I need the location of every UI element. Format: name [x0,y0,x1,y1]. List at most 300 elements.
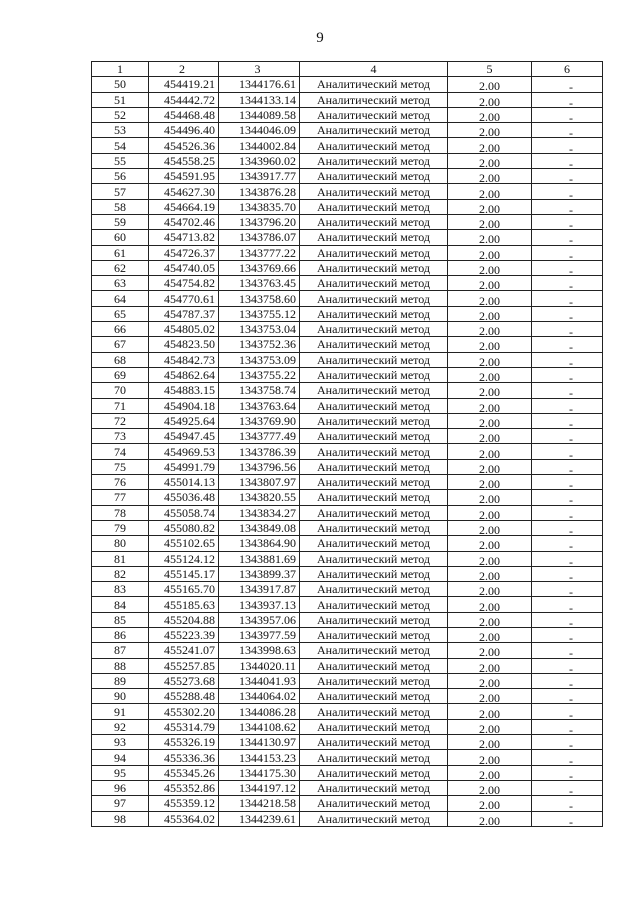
table-row [92,306,603,321]
table-row [92,765,603,780]
method-cell: Аналитический метод [300,765,448,780]
accuracy-cell-value: 2.00 [479,599,500,613]
y-coordinate-cell: 1343755.12 [219,306,300,321]
point-number-cell: 97 [92,796,149,811]
accuracy-cell-value: 2.00 [479,79,500,93]
x-coordinate-cell: 454713.82 [149,230,219,245]
note-cell [532,169,603,184]
method-cell: Аналитический метод [300,199,448,214]
accuracy-cell-value: 2.00 [479,645,500,659]
method-cell: Аналитический метод [300,429,448,444]
method-cell: Аналитический метод [300,123,448,138]
y-coordinate-cell: 1343899.37 [219,566,300,581]
accuracy-cell-value: 2.00 [479,461,500,475]
table-row [92,475,603,490]
note-cell-value: - [569,447,573,460]
accuracy-cell-value: 2.00 [479,201,500,215]
accuracy-cell [448,566,532,581]
x-coordinate-cell: 454468.48 [149,107,219,122]
accuracy-cell-value: 2.00 [479,538,500,551]
method-cell: Аналитический метод [300,520,448,535]
x-coordinate-cell: 455080.82 [149,520,219,535]
note-cell [532,612,603,627]
accuracy-cell-value: 2.00 [479,110,500,123]
accuracy-cell [448,475,532,490]
x-coordinate-cell: 455223.39 [149,627,219,642]
method-cell: Аналитический метод [300,184,448,199]
accuracy-cell [448,92,532,107]
note-cell-value: - [569,814,573,827]
table-row [92,92,603,107]
note-cell-value: - [569,569,573,582]
table-row [92,704,603,719]
accuracy-cell-value: 2.00 [479,691,500,704]
header-cell-4: 4 [300,62,448,77]
x-coordinate-cell: 454823.50 [149,337,219,352]
note-cell-value: - [569,646,573,659]
note-cell-value: - [569,692,573,704]
x-coordinate-cell: 455326.19 [149,735,219,750]
x-coordinate-cell: 454969.53 [149,444,219,459]
note-cell-value: - [569,707,573,720]
accuracy-cell [448,459,532,474]
x-coordinate-cell: 454925.64 [149,413,219,428]
point-number-cell: 78 [92,505,149,520]
note-cell-value: - [569,325,573,337]
method-cell: Аналитический метод [300,536,448,551]
note-cell-value: - [569,738,573,750]
note-cell [532,214,603,229]
table-row [92,230,603,245]
accuracy-cell [448,735,532,750]
point-number-cell: 84 [92,597,149,612]
accuracy-cell-value: 2.00 [479,308,500,322]
method-cell: Аналитический метод [300,107,448,122]
x-coordinate-cell: 455204.88 [149,612,219,627]
y-coordinate-cell: 1343758.74 [219,383,300,398]
point-number-cell: 61 [92,245,149,260]
accuracy-cell [448,107,532,122]
point-number-cell: 70 [92,383,149,398]
accuracy-cell-value: 2.00 [479,140,500,154]
accuracy-cell [448,612,532,627]
note-cell [532,444,603,459]
point-number-cell: 87 [92,643,149,658]
x-coordinate-cell: 455014.13 [149,475,219,490]
table-row [92,260,603,275]
accuracy-cell [448,551,532,566]
accuracy-cell [448,230,532,245]
note-cell-value: - [569,80,573,93]
note-cell [532,260,603,275]
method-cell: Аналитический метод [300,612,448,627]
point-number-cell: 75 [92,459,149,474]
y-coordinate-cell: 1344020.11 [219,658,300,673]
method-cell: Аналитический метод [300,214,448,229]
table-row [92,627,603,642]
note-cell [532,107,603,122]
point-number-cell: 54 [92,138,149,153]
note-cell [532,536,603,551]
method-cell: Аналитический метод [300,627,448,642]
table-row [92,735,603,750]
note-cell [532,750,603,765]
y-coordinate-cell: 1343753.09 [219,352,300,367]
accuracy-cell [448,322,532,337]
note-cell [532,306,603,321]
accuracy-cell [448,765,532,780]
method-cell: Аналитический метод [300,566,448,581]
note-cell [532,398,603,413]
y-coordinate-cell: 1344064.02 [219,689,300,704]
accuracy-cell-value: 2.00 [479,263,500,276]
y-coordinate-cell: 1343998.63 [219,643,300,658]
note-cell [532,505,603,520]
y-coordinate-cell: 1343758.60 [219,291,300,306]
accuracy-cell [448,245,532,260]
table-row [92,597,603,612]
method-cell: Аналитический метод [300,77,448,92]
x-coordinate-cell: 455288.48 [149,689,219,704]
table-row [92,199,603,214]
table-row [92,153,603,168]
point-number-cell: 80 [92,536,149,551]
note-cell [532,459,603,474]
method-cell: Аналитический метод [300,92,448,107]
page-number: 9 [316,30,324,46]
note-cell [532,658,603,673]
y-coordinate-cell: 1344089.58 [219,107,300,122]
note-cell [532,77,603,92]
y-coordinate-cell: 1344197.12 [219,780,300,795]
method-cell: Аналитический метод [300,245,448,260]
x-coordinate-cell: 455352.86 [149,780,219,795]
note-cell-value: - [569,432,573,444]
note-cell [532,245,603,260]
method-cell: Аналитический метод [300,490,448,505]
table-row [92,291,603,306]
y-coordinate-cell: 1343777.22 [219,245,300,260]
x-coordinate-cell: 454883.15 [149,383,219,398]
table-row [92,796,603,811]
point-number-cell: 55 [92,153,149,168]
accuracy-cell-value: 2.00 [479,706,500,720]
note-cell-value: - [569,111,573,123]
x-coordinate-cell: 455241.07 [149,643,219,658]
y-coordinate-cell: 1344086.28 [219,704,300,719]
point-number-cell: 56 [92,169,149,184]
y-coordinate-cell: 1343917.87 [219,582,300,597]
table-row [92,643,603,658]
point-number-cell: 88 [92,658,149,673]
y-coordinate-cell: 1343769.90 [219,413,300,428]
point-number-cell: 57 [92,184,149,199]
accuracy-cell-value: 2.00 [479,783,500,796]
accuracy-cell-value: 2.00 [479,370,500,383]
accuracy-cell [448,444,532,459]
method-cell: Аналитический метод [300,367,448,382]
accuracy-cell-value: 2.00 [479,660,500,674]
x-coordinate-cell: 454770.61 [149,291,219,306]
accuracy-cell [448,658,532,673]
y-coordinate-cell: 1344153.23 [219,750,300,765]
accuracy-cell [448,643,532,658]
note-cell [532,475,603,490]
note-cell [532,184,603,199]
y-coordinate-cell: 1343937.13 [219,597,300,612]
y-coordinate-cell: 1344108.62 [219,719,300,734]
note-cell [532,429,603,444]
table-row [92,398,603,413]
accuracy-cell-value: 2.00 [479,247,500,261]
header-cell-5: 5 [448,62,532,77]
accuracy-cell-value: 2.00 [479,523,500,536]
note-cell-value: - [569,753,573,766]
x-coordinate-cell: 454947.45 [149,429,219,444]
y-coordinate-cell: 1344175.30 [219,765,300,780]
point-number-cell: 51 [92,92,149,107]
accuracy-cell [448,413,532,428]
note-cell [532,796,603,811]
header-cell-1: 1 [92,62,149,77]
point-number-cell: 90 [92,689,149,704]
y-coordinate-cell: 1343755.22 [219,367,300,382]
x-coordinate-cell: 454904.18 [149,398,219,413]
accuracy-cell [448,306,532,321]
point-number-cell: 86 [92,627,149,642]
note-cell [532,230,603,245]
point-number-cell: 85 [92,612,149,627]
accuracy-cell-value: 2.00 [479,630,500,643]
accuracy-cell-value: 2.00 [479,186,500,200]
table-row [92,673,603,688]
table-row [92,750,603,765]
table-body [92,77,603,827]
method-cell: Аналитический метод [300,551,448,566]
method-cell: Аналитический метод [300,643,448,658]
x-coordinate-cell: 454862.64 [149,367,219,382]
point-number-cell: 64 [92,291,149,306]
point-number-cell: 58 [92,199,149,214]
note-cell-value: - [569,309,573,322]
note-cell-value: - [569,478,573,490]
accuracy-cell-value: 2.00 [479,125,500,138]
note-cell-value: - [569,722,573,735]
method-cell: Аналитический метод [300,383,448,398]
note-cell-value: - [569,218,573,230]
note-cell-value: - [569,524,573,536]
accuracy-cell-value: 2.00 [479,339,500,353]
accuracy-cell [448,352,532,367]
table-row [92,138,603,153]
accuracy-cell-value: 2.00 [479,721,500,735]
note-cell [532,735,603,750]
note-cell-value: - [569,661,573,674]
accuracy-cell [448,123,532,138]
table-row [92,245,603,260]
x-coordinate-cell: 455185.63 [149,597,219,612]
point-number-cell: 91 [92,704,149,719]
point-number-cell: 81 [92,551,149,566]
x-coordinate-cell: 455102.65 [149,536,219,551]
y-coordinate-cell: 1343763.64 [219,398,300,413]
method-cell: Аналитический метод [300,719,448,734]
method-cell: Аналитический метод [300,505,448,520]
note-cell [532,138,603,153]
table-row [92,658,603,673]
accuracy-cell-value: 2.00 [479,217,500,230]
note-cell [532,276,603,291]
x-coordinate-cell: 455124.12 [149,551,219,566]
table-row [92,413,603,428]
x-coordinate-cell: 454664.19 [149,199,219,214]
accuracy-cell [448,520,532,535]
y-coordinate-cell: 1343820.55 [219,490,300,505]
point-number-cell: 94 [92,750,149,765]
point-number-cell: 77 [92,490,149,505]
note-cell [532,199,603,214]
accuracy-cell [448,367,532,382]
accuracy-cell [448,673,532,688]
note-cell [532,811,603,826]
table-row [92,429,603,444]
accuracy-cell-value: 2.00 [479,94,500,108]
accuracy-cell-value: 2.00 [479,507,500,521]
note-cell-value: - [569,539,573,551]
method-cell: Аналитический метод [300,230,448,245]
y-coordinate-cell: 1344218.58 [219,796,300,811]
point-number-cell: 79 [92,520,149,535]
table-row [92,184,603,199]
accuracy-cell-value: 2.00 [479,278,500,291]
note-cell-value: - [569,799,573,812]
note-cell-value: - [569,416,573,429]
accuracy-cell-value: 2.00 [479,232,500,246]
note-cell [532,689,603,704]
accuracy-cell [448,153,532,168]
method-cell: Аналитический метод [300,260,448,275]
method-cell: Аналитический метод [300,704,448,719]
x-coordinate-cell: 455058.74 [149,505,219,520]
y-coordinate-cell: 1344130.97 [219,735,300,750]
method-cell: Аналитический метод [300,444,448,459]
method-cell: Аналитический метод [300,276,448,291]
y-coordinate-cell: 1343777.49 [219,429,300,444]
note-cell-value: - [569,187,573,200]
accuracy-cell [448,276,532,291]
note-cell-value: - [569,141,573,154]
point-number-cell: 76 [92,475,149,490]
note-cell [532,627,603,642]
note-cell [532,780,603,795]
x-coordinate-cell: 454726.37 [149,245,219,260]
table-row [92,689,603,704]
accuracy-cell-value: 2.00 [479,354,500,368]
note-cell [532,337,603,352]
accuracy-cell [448,704,532,719]
method-cell: Аналитический метод [300,352,448,367]
x-coordinate-cell: 454526.36 [149,138,219,153]
method-cell: Аналитический метод [300,322,448,337]
point-number-cell: 82 [92,566,149,581]
y-coordinate-cell: 1343834.27 [219,505,300,520]
accuracy-cell [448,490,532,505]
note-cell-value: - [569,294,573,307]
note-cell [532,704,603,719]
note-cell-value: - [569,615,573,628]
x-coordinate-cell: 455257.85 [149,658,219,673]
note-cell-value: - [569,386,573,399]
note-cell-value: - [569,233,573,246]
y-coordinate-cell: 1344041.93 [219,673,300,688]
note-cell [532,673,603,688]
accuracy-cell-value: 2.00 [479,171,500,184]
point-number-cell: 66 [92,322,149,337]
x-coordinate-cell: 455314.79 [149,719,219,734]
note-cell [532,765,603,780]
point-number-cell: 53 [92,123,149,138]
y-coordinate-cell: 1343769.66 [219,260,300,275]
accuracy-cell [448,291,532,306]
point-number-cell: 63 [92,276,149,291]
header-row [92,62,603,77]
y-coordinate-cell: 1344176.61 [219,77,300,92]
method-cell: Аналитический метод [300,673,448,688]
table-row [92,169,603,184]
point-number-cell: 74 [92,444,149,459]
accuracy-cell-value: 2.00 [479,293,500,307]
note-cell [532,153,603,168]
x-coordinate-cell: 455345.26 [149,765,219,780]
table-row [92,77,603,92]
x-coordinate-cell: 455336.36 [149,750,219,765]
coordinates-table [91,61,603,827]
table-row [92,444,603,459]
y-coordinate-cell: 1344046.09 [219,123,300,138]
accuracy-cell-value: 2.00 [479,492,500,506]
note-cell-value: - [569,768,573,781]
note-cell [532,551,603,566]
y-coordinate-cell: 1343786.07 [219,230,300,245]
accuracy-cell-value: 2.00 [479,400,500,414]
note-cell-value: - [569,202,573,215]
x-coordinate-cell: 455165.70 [149,582,219,597]
point-number-cell: 62 [92,260,149,275]
point-number-cell: 69 [92,367,149,382]
note-cell [532,352,603,367]
point-number-cell: 98 [92,811,149,826]
method-cell: Аналитический метод [300,582,448,597]
x-coordinate-cell: 454754.82 [149,276,219,291]
table-row [92,719,603,734]
point-number-cell: 52 [92,107,149,122]
x-coordinate-cell: 455302.20 [149,704,219,719]
y-coordinate-cell: 1343960.02 [219,153,300,168]
note-cell-value: - [569,677,573,689]
accuracy-cell-value: 2.00 [479,767,500,781]
x-coordinate-cell: 454419.21 [149,77,219,92]
accuracy-cell [448,796,532,811]
note-cell-value: - [569,600,573,613]
accuracy-cell [448,337,532,352]
point-number-cell: 92 [92,719,149,734]
y-coordinate-cell: 1343881.69 [219,551,300,566]
method-cell: Аналитический метод [300,811,448,826]
table-row [92,337,603,352]
accuracy-cell-value: 2.00 [479,385,500,399]
note-cell [532,643,603,658]
table-row [92,551,603,566]
